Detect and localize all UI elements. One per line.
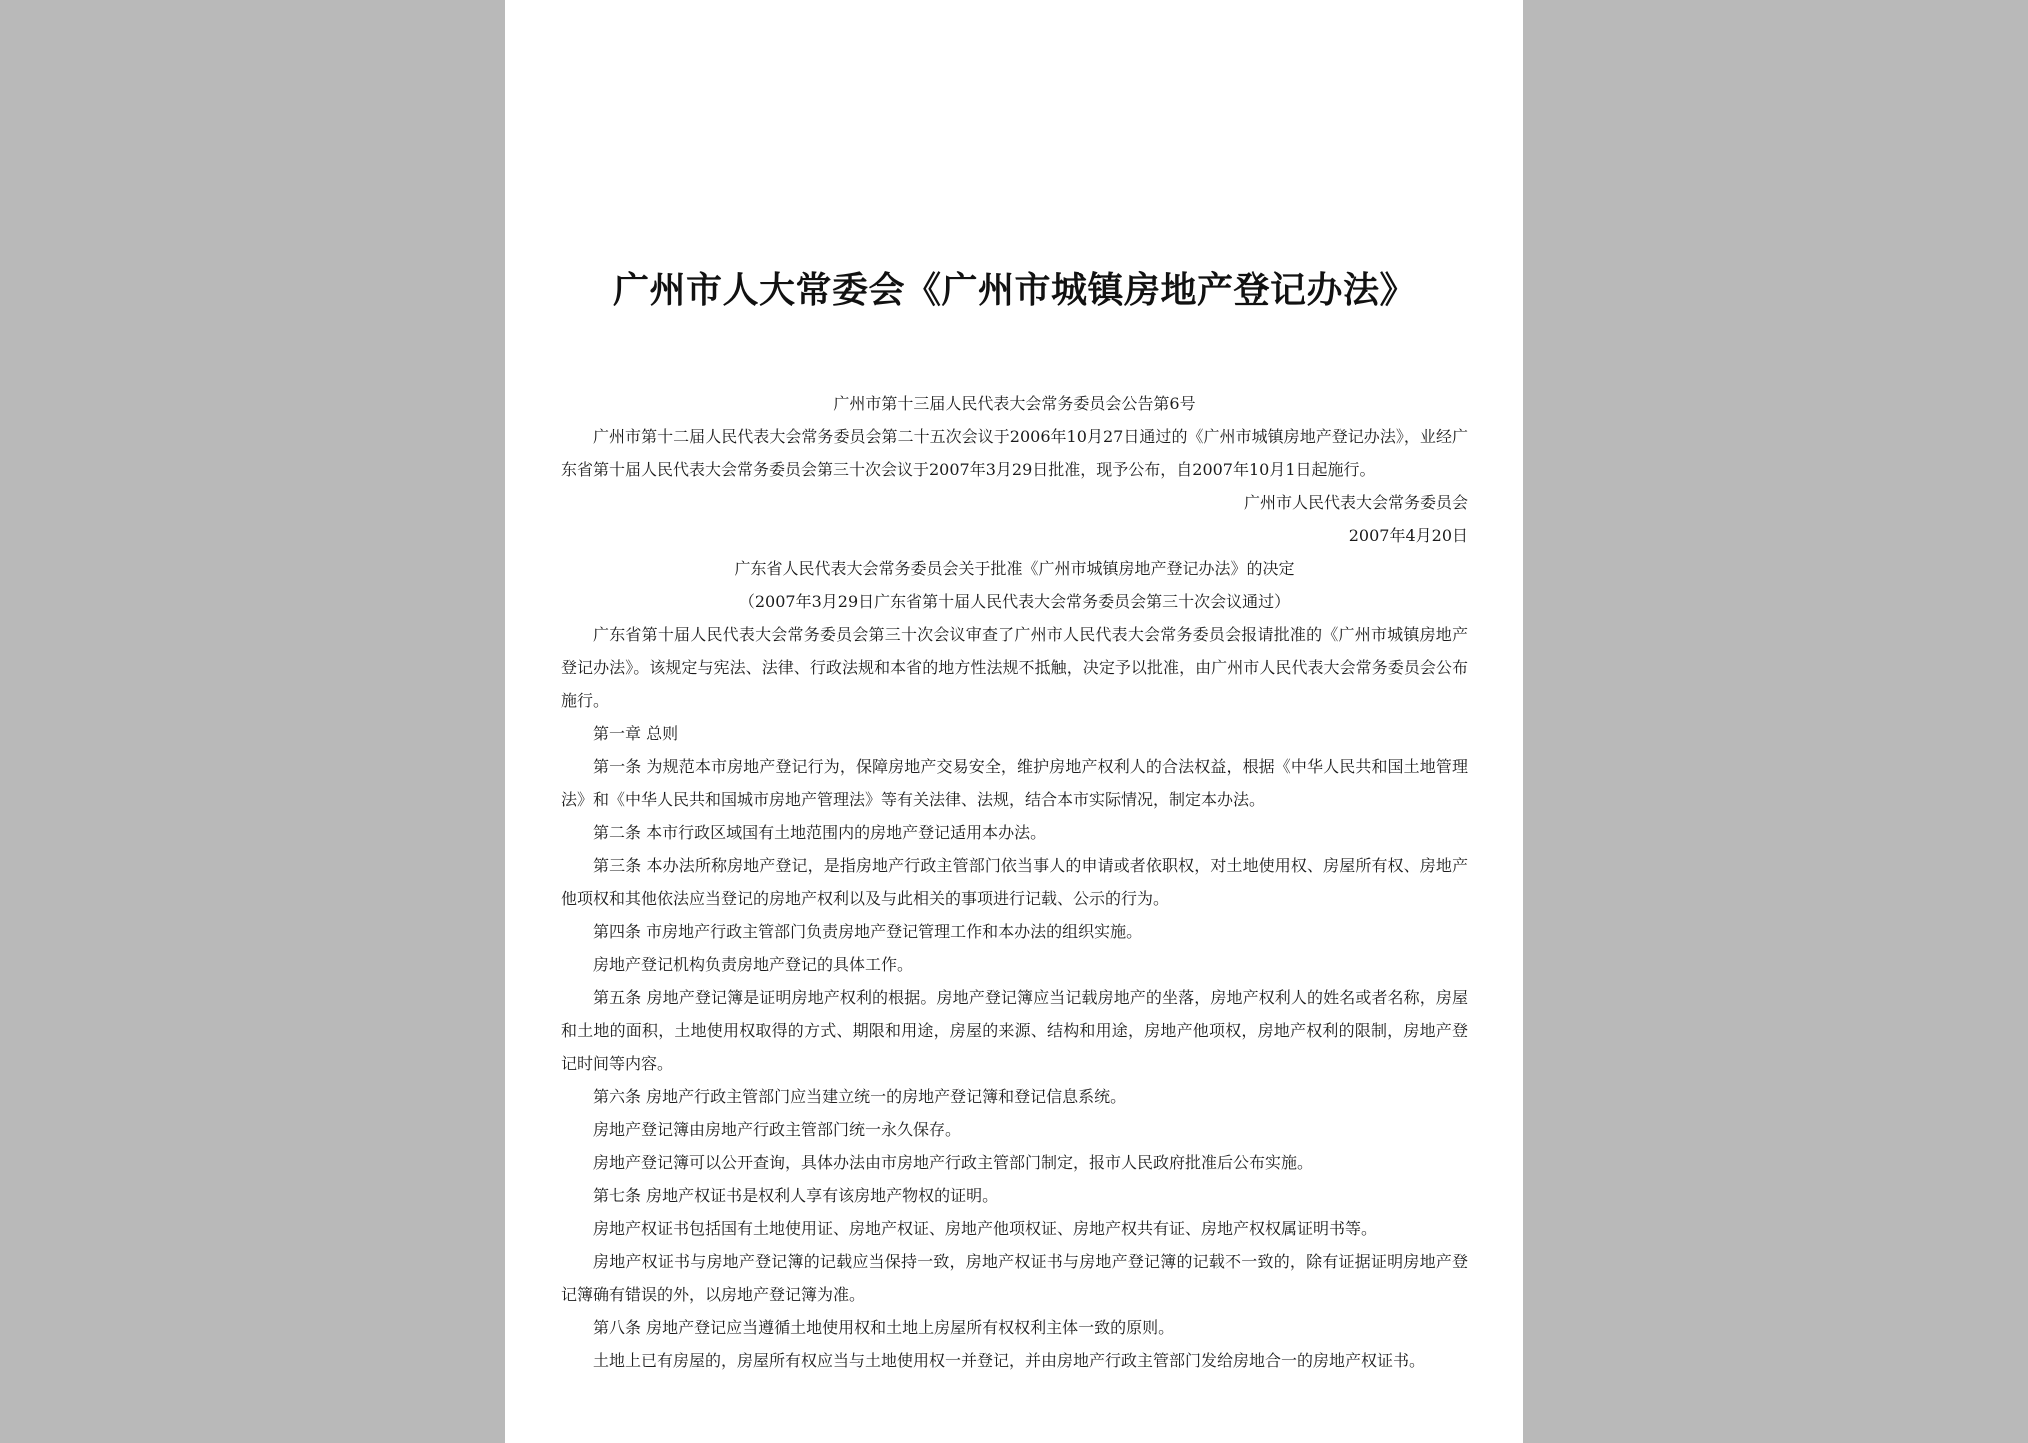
article: 第四条 市房地产行政主管部门负责房地产登记管理工作和本办法的组织实施。 (593, 922, 1143, 941)
paragraph: 广州市第十二届人民代表大会常务委员会第二十五次会议于2006年10月27日通过的《广州市城镇房地产登记办法》，业经广东省第十届人民代表大会常务委员会第三十次会议于2007年3月29日批准，现予公布，自2007年10月1日起施行。 (561, 427, 1468, 479)
paragraph: 广东省人民代表大会常务委员会关于批准《广州市城镇房地产登记办法》的决定 (734, 559, 1295, 578)
paragraph: 房地产权证书包括国有土地使用证、房地产权证、房地产他项权证、房地产权共有证、房地产权权属证明书等。 (593, 1219, 1378, 1238)
paragraph: 广州市第十三届人民代表大会常务委员会公告第6号 (833, 394, 1196, 413)
article: 第一条 为规范本市房地产登记行为，保障房地产交易安全，维护房地产权利人的合法权益，根据《中华人民共和国土地管理法》和《中华人民共和国城市房地产管理法》等有关法律、法规，结合本市实际情况，制定本办法。 (561, 757, 1468, 809)
paragraph: 房地产登记机构负责房地产登记的具体工作。 (593, 955, 914, 974)
paragraph: 2007年4月20日 (1348, 526, 1468, 545)
article: 第五条 房地产登记簿是证明房地产权利的根据。房地产登记簿应当记载房地产的坐落，房地产权利人的姓名或者名称，房屋和土地的面积，土地使用权取得的方式、期限和用途，房屋的来源、结构和用途，房地产他项权，房地产权利的限制，房地产登记时间等内容。 (561, 988, 1468, 1073)
paragraph: 广东省第十届人民代表大会常务委员会第三十次会议审查了广州市人民代表大会常务委员会报请批准的《广州市城镇房地产登记办法》。该规定与宪法、法律、行政法规和本省的地方性法规不抵触，决定予以批准，由广州市人民代表大会常务委员会公布施行。 (561, 625, 1468, 710)
paragraph: 房地产登记簿由房地产行政主管部门统一永久保存。 (593, 1120, 962, 1139)
chapter-heading: 第一章 总则 (593, 724, 679, 743)
paragraph: （2007年3月29日广东省第十届人民代表大会常务委员会第三十次会议通过） (738, 592, 1291, 611)
document-page (505, 0, 1523, 1443)
paragraph: 房地产登记簿可以公开查询，具体办法由市房地产行政主管部门制定，报市人民政府批准后公布实施。 (593, 1153, 1314, 1172)
article: 第二条 本市行政区域国有土地范围内的房地产登记适用本办法。 (593, 823, 1047, 842)
article: 第六条 房地产行政主管部门应当建立统一的房地产登记簿和登记信息系统。 (593, 1087, 1127, 1106)
paragraph: 广州市人民代表大会常务委员会 (1243, 493, 1468, 512)
article: 第三条 本办法所称房地产登记，是指房地产行政主管部门依当事人的申请或者依职权，对土地使用权、房屋所有权、房地产他项权和其他依法应当登记的房地产权利以及与此相关的事项进行记载、公示的行为。 (561, 856, 1468, 908)
document-body (561, 387, 1468, 1377)
paragraph: 房地产权证书与房地产登记簿的记载应当保持一致，房地产权证书与房地产登记簿的记载不一致的，除有证据证明房地产登记簿确有错误的外，以房地产登记簿为准。 (561, 1252, 1468, 1304)
article: 第八条 房地产登记应当遵循土地使用权和土地上房屋所有权权利主体一致的原则。 (593, 1318, 1175, 1337)
article: 第七条 房地产权证书是权利人享有该房地产物权的证明。 (593, 1186, 999, 1205)
document-title: 广州市人大常委会《广州市城镇房地产登记办法》 (612, 269, 1416, 311)
paragraph: 土地上已有房屋的，房屋所有权应当与土地使用权一并登记，并由房地产行政主管部门发给房地合一的房地产权证书。 (593, 1351, 1426, 1370)
